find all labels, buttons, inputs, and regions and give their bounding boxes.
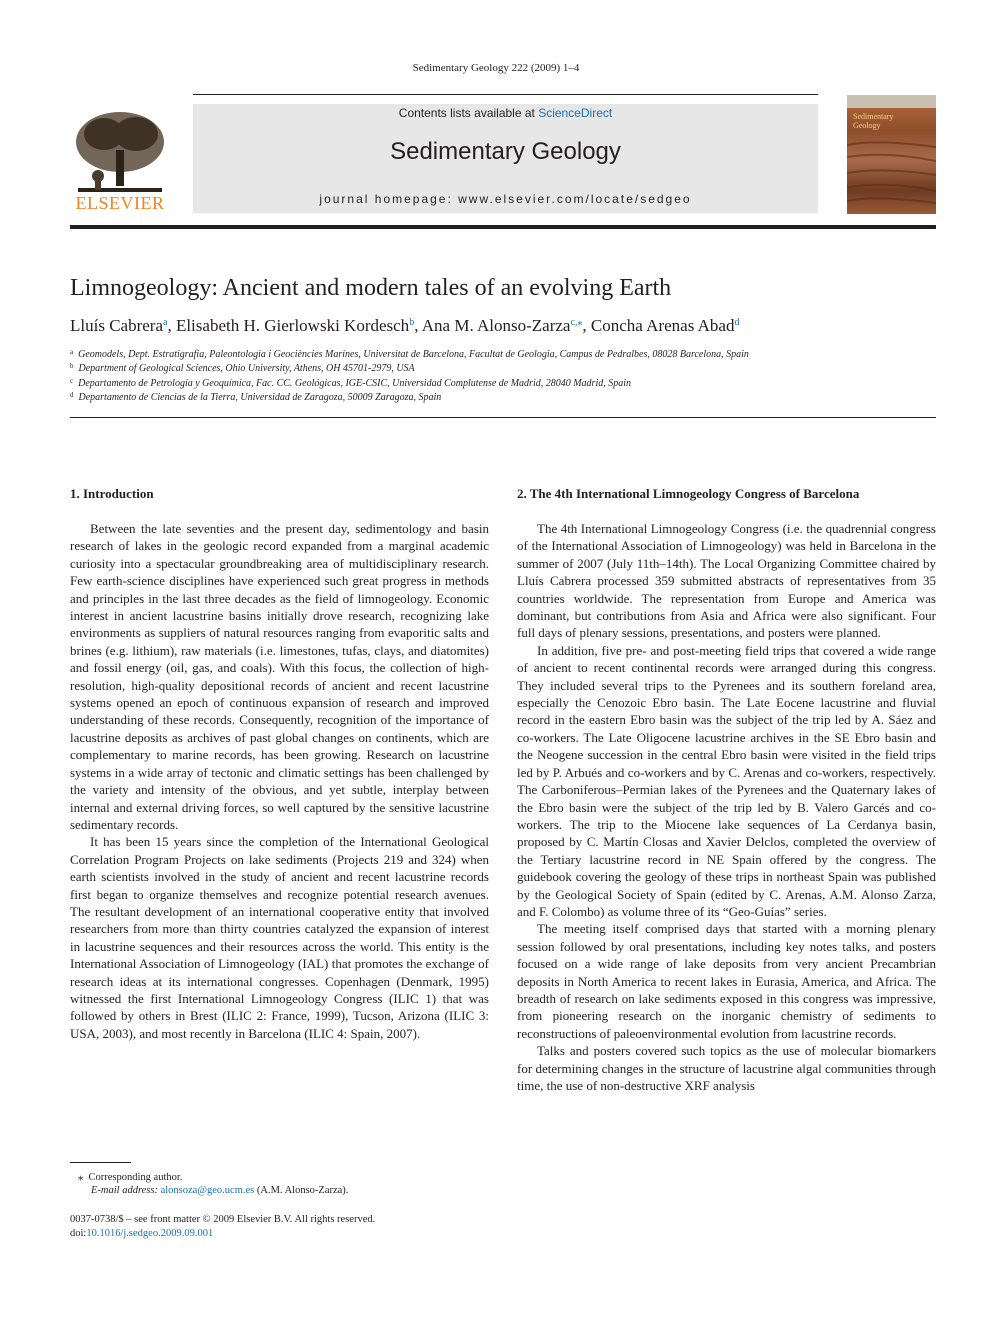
paragraph: It has been 15 years since the completion of the International Geological Correlation Program Projects on lake sediments (Projects 219 and 324) when earth scientists involved in the study of ancient and recent lacustrine records first began to organize themselves and recognize potential research avenues. The resultant development of an international cooperative entity that involved researchers from more than thirty countries catalyzed the expansion of interest in lacustrine sequences and their resources across the world. This entity is the International Association of Limnogeology (IAL) that promotes the exchange of research ideas at its international congresses. Copenhagen (Denmark, 1995) witnessed the first International Limnogeology Congress (ILIC 1) that was followed by others in Brest (ILIC 2: France, 1999), Tucson, Arizona (ILIC 3: USA, 2003), and most recently in Barcelona (ILIC 4: Spain, 2007). [70,834,489,1041]
article-title: Limnogeology: Ancient and modern tales of an evolving Earth [70,275,672,301]
paragraph: Between the late seventies and the present day, sedimentology and basin research of lakes in the geologic record expanded from a marginal academic curiosity into a spectacular groundbreaking area of multidisciplinary research. Few earth-science disciplines have experienced such great progress in methods and principles in the last three decades as the field of limnogeology. Economic interest in ancient lacustrine basins initially drove research, recognizing lake environments as suppliers of natural resources ranging from evaporitic salts and brines (e.g. lithium), raw materials (i.e. limestones, tufas, clays, and diatomites) and fossil energy (oil, gas, and coals). With this focus, the collection of high-resolution, high-quality depositional records of ancient and recent lacustrine systems opened an epoch of continuous expansion of research and improved understanding of these records. Consequently, recognition of the importance of lacustrine deposits as archives of past global changes on continents, which are complementary to marine records, has been growing. Research on lacustrine systems in a wide array of tectonic and climatic settings has been challenged by the variety and intensity of the obvious, and yet subtle, interplay between internal and external driving forces, so well captured by the sensitive lacustrine sedimentary records. [70,521,489,832]
column-left [70,520,489,1042]
author-name: Concha Arenas Abad [590,316,735,335]
cover-title [853,112,893,130]
column-right [517,520,936,1094]
doi-line [70,1228,213,1239]
paragraph: Talks and posters covered such topics as the use of molecular biomarkers for determining changes in the structure of lacustrine algal communities through time, the use of non-destructive XRF analysis [517,1043,936,1093]
author-name: Elisabeth H. Gierlowski Kordesch [175,316,410,335]
email-note [91,1185,348,1196]
elsevier-wordmark: ELSEVIER [75,193,165,213]
doi-link[interactable]: 10.1016/j.sedgeo.2009.09.001 [86,1228,214,1239]
congress-heading: 2. The 4th International Limnogeology Congress of Barcelona [517,486,860,501]
intro-heading: 1. Introduction [70,486,154,501]
corresponding-author-note: ⁎ Corresponding author. [78,1172,183,1183]
elsevier-logo[interactable] [68,104,172,214]
author-list: Lluís Cabrera$^a$, Elisabeth H. Gierlowski Kordesch$^b$, Ana M. Alonso-Zarza$^{c,⁎}$, Concha Arenas Abad$^d$ [70,316,740,335]
email-link[interactable]: alonsoza@geo.ucm.es [160,1185,255,1196]
affiliation-b: $^b$ Department of Geological Sciences, Ohio University, Athens, OH 45701-2979, USA [70,362,415,374]
email-owner: (A.M. Alonso-Zarza). [256,1185,349,1196]
author-name: Lluís Cabrera [70,316,163,335]
elsevier-tree-icon [68,104,172,196]
sciencedirect-link[interactable]: ScienceDirect [538,106,613,120]
email-label: E-mail address: [91,1185,158,1196]
journal-homepage[interactable]: journal homepage: www.elsevier.com/locate/sedgeo [319,192,692,206]
header-divider [70,225,936,229]
author-affiliation-link[interactable]: d [734,317,740,328]
cover-title-line2: Geology [853,121,881,130]
author-affiliation-link[interactable]: a [163,317,168,328]
journal-title: Sedimentary Geology [390,138,621,165]
journal-citation: Sedimentary Geology 222 (2009) 1–4 [412,62,580,74]
affiliations-divider [70,417,936,418]
affiliation-d: $^d$ Departamento de Ciencias de la Tierra, Universidad de Zaragoza, 50009 Zaragoza, Spain [70,391,442,403]
author-affiliation-link[interactable]: c,⁎ [570,317,583,328]
journal-banner [193,104,818,213]
doi-label: doi: [70,1228,87,1239]
paragraph: The meeting itself comprised days that started with a morning plenary session followed by oral presentations, including key notes talks, and posters focused on a wide range of lake deposits from very ancient Precambrian deposits in North America to recent lakes in Eurasia, America, and Africa. The breadth of research on lake sediments exposed in this congress was impressive, from pioneering research on the inorganic chemistry of sediments to reconstructions of paleoenvironmental evolution from lacustrine records. [517,921,936,1041]
paragraph: The 4th International Limnogeology Congress (i.e. the quadrennial congress of the International Association of Limnogeology) was held in Barcelona in the summer of 2007 (July 11th–14th). The Local Organizing Committee chaired by Lluís Cabrera processed 359 submitted abstracts of representatives from 35 countries worldwide. The representation from Europe and America was dominant, but contributions from Asia and Africa were also significant. Four full days of plenary sessions, presentations, and posters were planned. [517,521,936,641]
contents-prefix: Contents lists available at [398,106,539,120]
affiliation-c: $^c$ Departamento de Petrología y Geoquímica, Fac. CC. Geológicas, IGE-CSIC, Universidad Complutense de Madrid, 28040 Madrid, Spain [70,377,631,389]
author-name: Ana M. Alonso-Zarza [421,316,571,335]
journal-cover-image[interactable] [847,95,936,214]
footnote-rule [70,1162,131,1163]
corresponding-mark: ⁎ [78,1172,84,1183]
copyright-line: 0037-0738/$ – see front matter © 2009 Elsevier B.V. All rights reserved. [70,1214,376,1225]
header-rule [193,94,818,95]
cover-title-line1: Sedimentary [853,112,894,121]
affiliation-a: $^a$ Geomodels, Dept. Estratigrafia, Paleontologia i Geociències Marines, Universitat de Barcelona, Facultat de Geologia, Campus de Pedralbes, 08028 Barcelona, Spain [70,348,749,360]
contents-line [193,106,818,120]
paragraph: In addition, five pre- and post-meeting field trips that covered a wide range of ancient to recent continental records were arranged during this congress. They included several trips to the Pyrenees and its southern foreland area, especially the Cenozoic Ebro basin. The Late Eocene lacustrine and fluvial record in the eastern Ebro basin was the subject of the trip led by A. Sáez and co-workers. The Late Oligocene lacustrine archives in the SE Ebro basin and the Neogene succession in the central Ebro basin were visited in the field trips led by P. Arbués and co-workers and by C. Arenas and co-workers, respectively. The Carboniferous–Permian lakes of the Pyrenees and the Quaternary lakes of the Ebro basin were the subject of the trip led by B. Valero Garcés and co-workers. The trip to the Miocene lake sequences of La Cerdanya basin, proposed by C. Martín Closas and Xavier Delclos, completed the overview of the Tertiary lacustrine record in NE Spain offered by the congress. The guidebook covering the geology of these trips in northeast Spain was published by the Geological Society of Spain (edited by C. Arenas, A.M. Alonso Zarza, and F. Colombo) as volume three of its “Geo-Guías” series. [517,642,936,919]
author-affiliation-link[interactable]: b [409,317,415,328]
